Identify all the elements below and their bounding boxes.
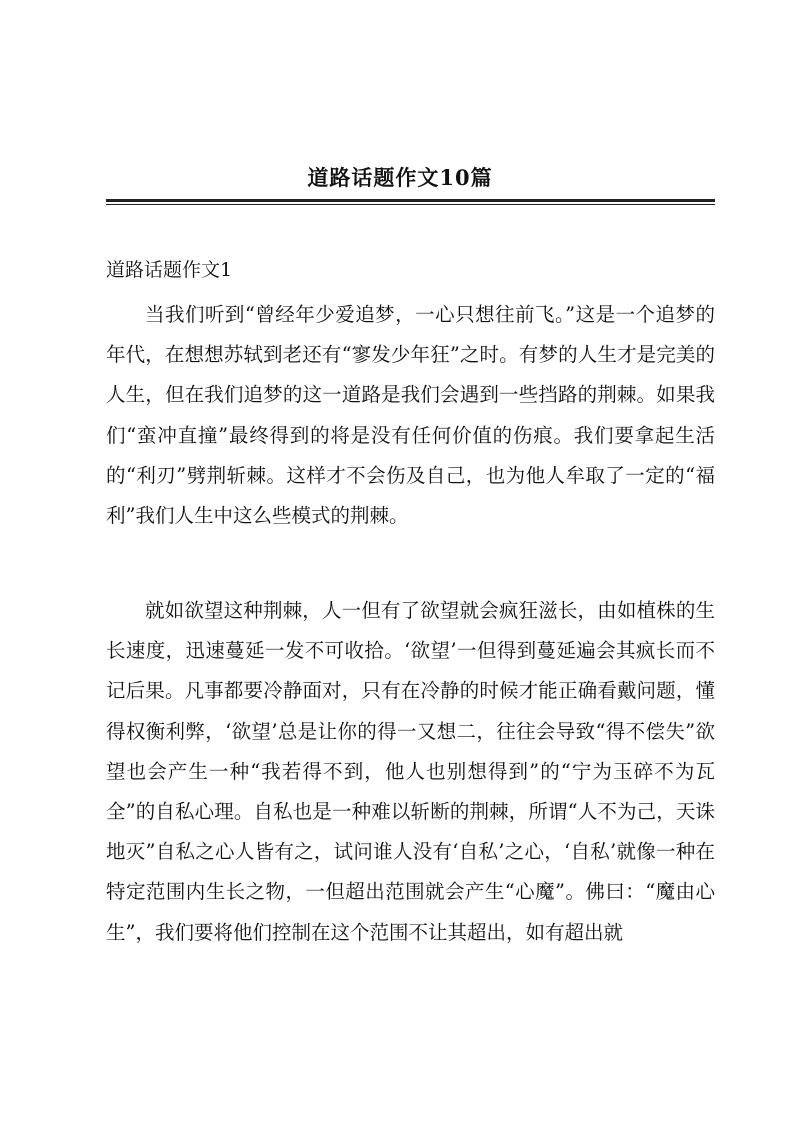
document-title: 道路话题作文10篇: [307, 165, 493, 190]
title-rule-thin: [106, 204, 715, 205]
paragraph: 当我们听到“曾经年少爱追梦，一心只想往前飞。”这是一个追梦的年代，在想想苏轼到老还有“寥发少年狂”之时。有梦的人生才是完美的人生，但在我们追梦的这一道路是我们会遇到一些挡路的荆棘。如果我们“蛮冲直撞”最终得到的将是没有任何价值的伤痕。我们要拿起生活的“利刃”劈荆斩棘。这样才不会伤及自己，也为他人牟取了一定的“福利”我们人生中这么些模式的荆棘。: [106, 303, 715, 528]
paragraph: 就如欲望这种荆棘，人一但有了欲望就会疯狂滋长，由如植株的生长速度，迅速蔓延一发不可收拾。‘欲望’一但得到蔓延遍会其疯长而不记后果。凡事都要冷静面对，只有在冷静的时候才能正确看戴问题，懂得权衡利弊，‘欲望’总是让你的得一又想二，往往会导致“得不偿失”欲望也会产生一种“我若得不到，他人也别想得到”的“宁为玉碎不为瓦全”的自私心理。自私也是一种难以斩断的荆棘，所谓“人不为己，天诛地灭”自私之心人皆有之，试问谁人没有‘自私’之心，‘自私’就像一种在特定范围内生长之物，一但超出范围就会产生“心魔”。佛曰：“魔由心生”，我们要将他们控制在这个范围不让其超出，如有超出就: [106, 599, 715, 944]
essay-heading: 道路话题作文1: [106, 259, 233, 281]
title-rule-thick: [106, 199, 715, 202]
